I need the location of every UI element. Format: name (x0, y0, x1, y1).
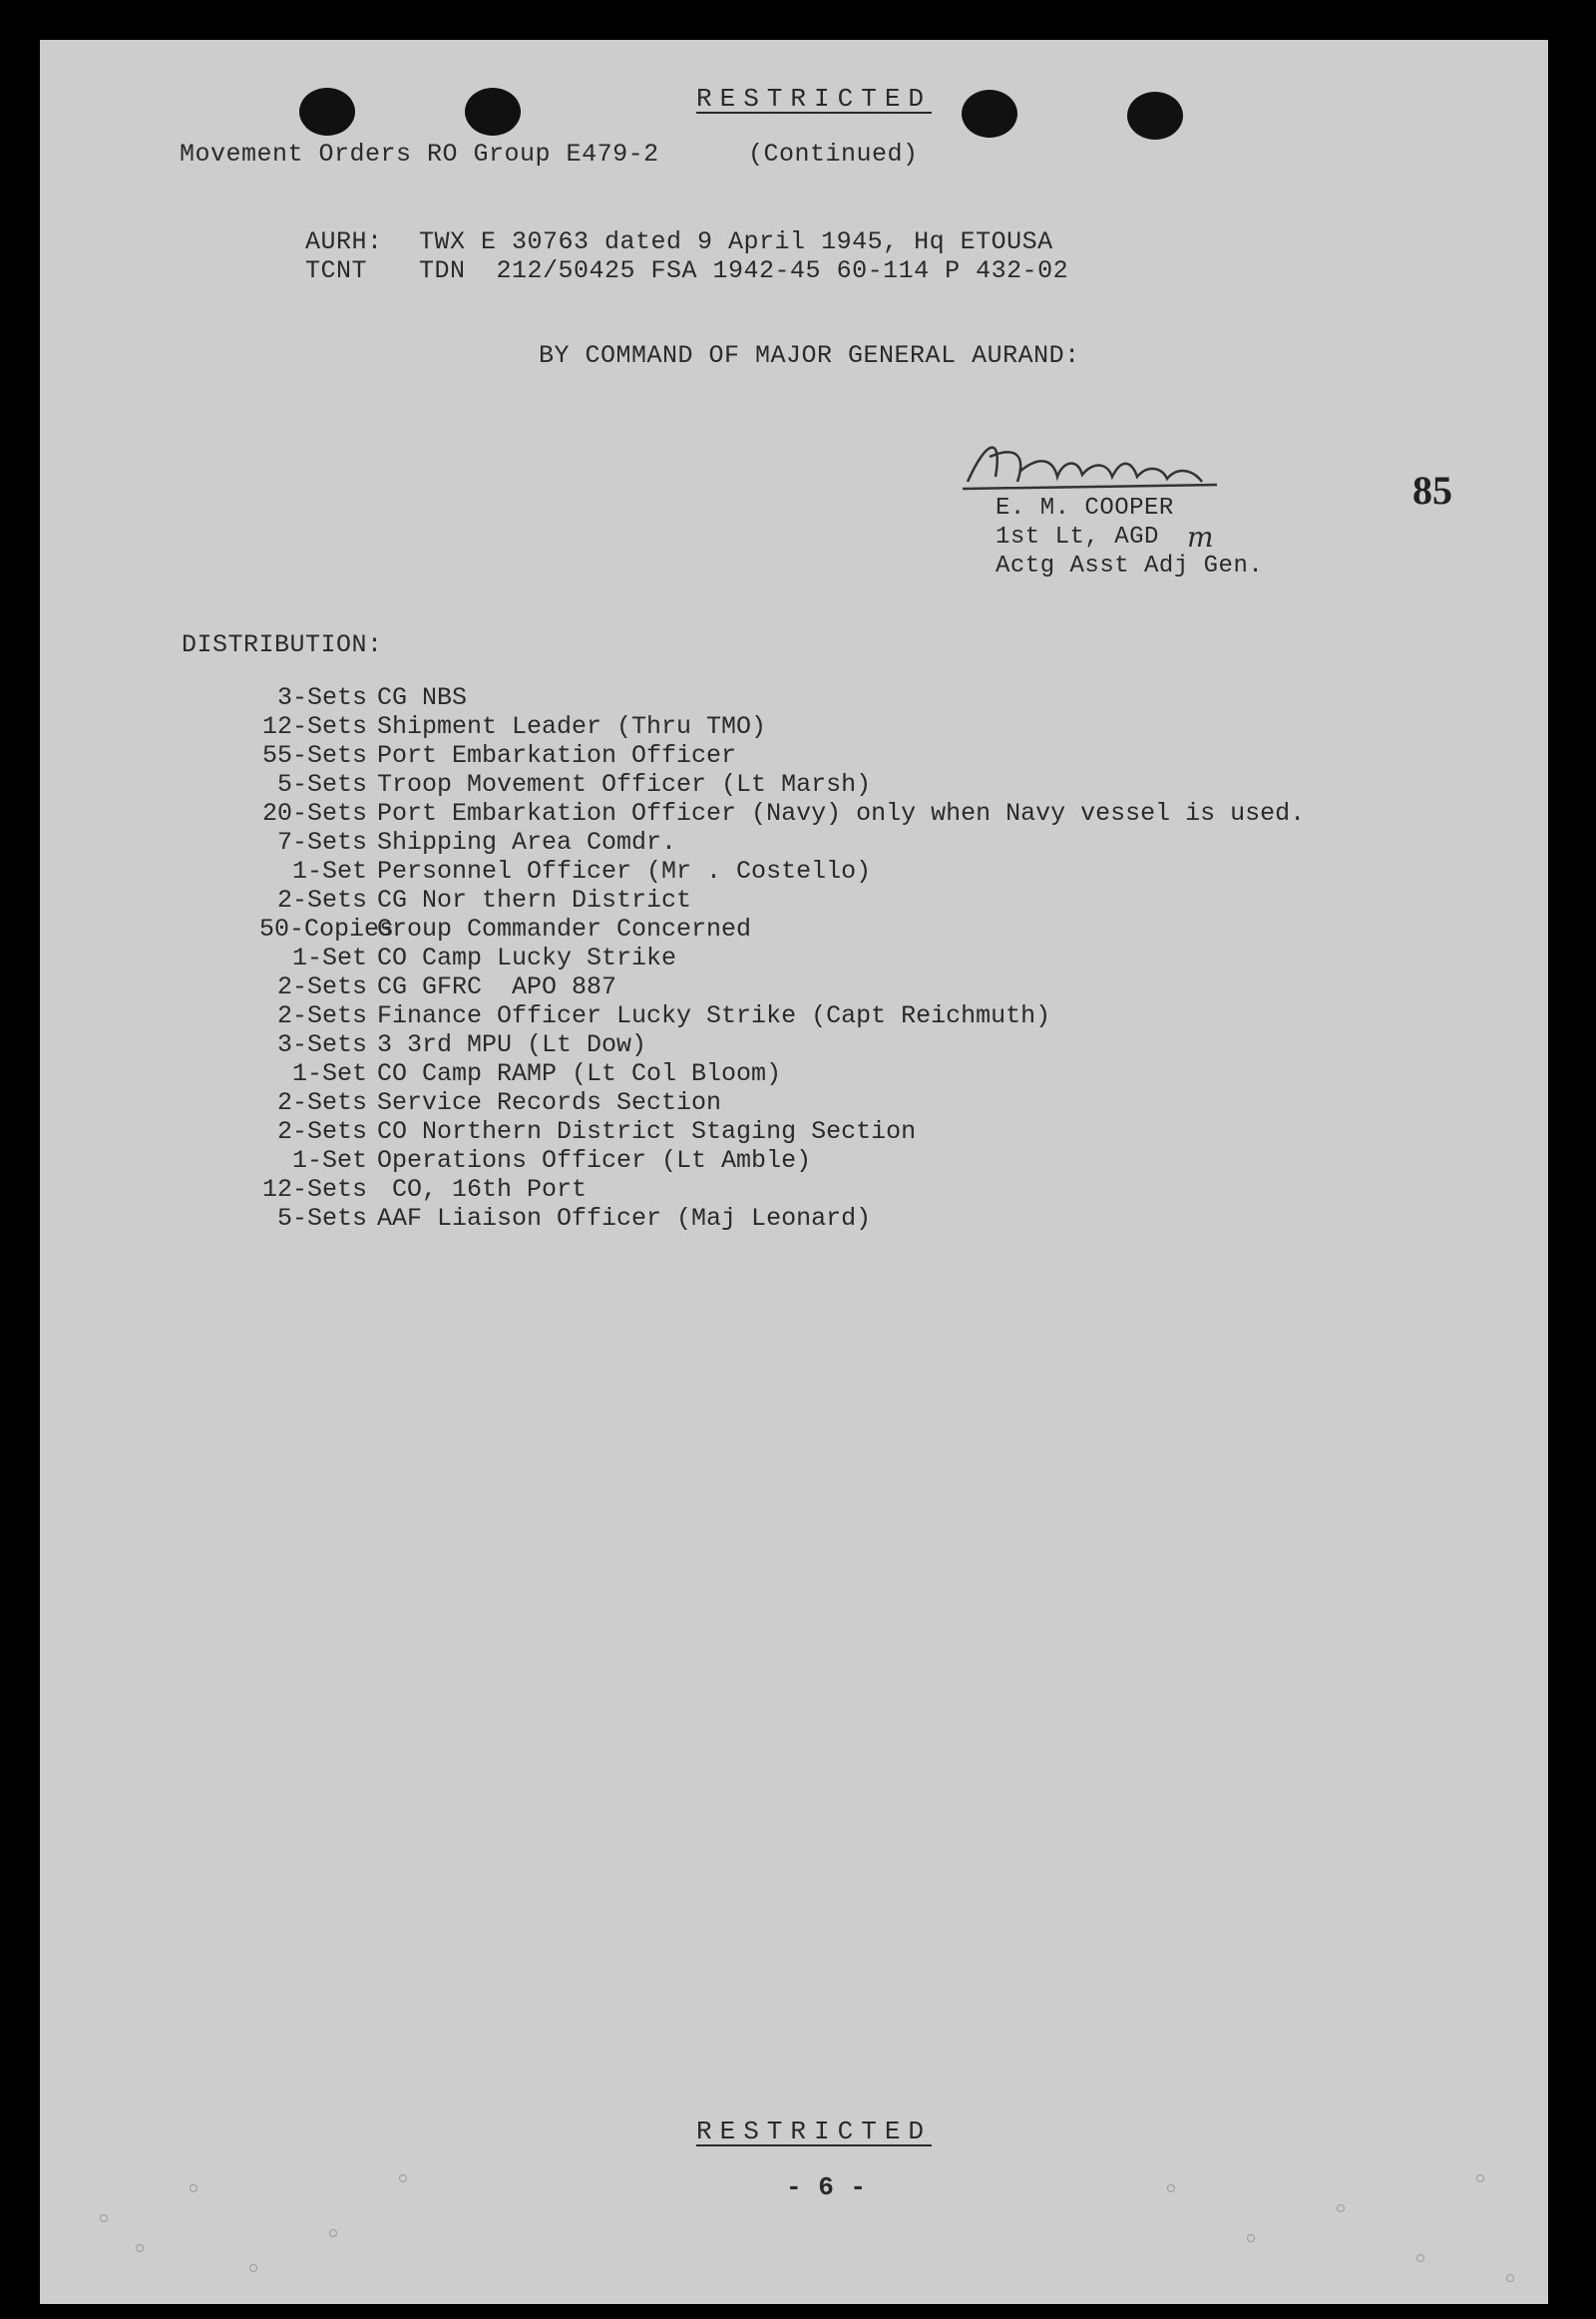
item-description: Group Commander Concerned (377, 915, 752, 944)
list-item (259, 1059, 1305, 1088)
page-footer-number: - 6 - (786, 2172, 867, 2202)
item-quantity: 5-Sets (276, 1204, 367, 1233)
item-description: Port Embarkation Officer (377, 741, 737, 770)
list-item (259, 1117, 1305, 1146)
list-item (259, 683, 1305, 712)
item-description: Shipping Area Comdr. (377, 828, 677, 857)
document-page (40, 40, 1548, 2304)
item-description: 3 3rd MPU (Lt Dow) (377, 1030, 647, 1059)
item-description: Shipment Leader (Thru TMO) (377, 712, 767, 741)
top-classification: RESTRICTED (696, 84, 933, 114)
list-item (259, 1088, 1305, 1117)
paper-speck (249, 2264, 257, 2272)
item-description: CG GFRC APO 887 (377, 972, 617, 1001)
item-description: CO Northern District Staging Section (377, 1117, 917, 1146)
item-description: Port Embarkation Officer (Navy) only when Navy vessel is used. (377, 799, 1306, 828)
aurh-value: TWX E 30763 dated 9 April 1945, Hq ETOUSA (419, 227, 1053, 256)
list-item (259, 770, 1305, 799)
item-description: Operations Officer (Lt Amble) (377, 1146, 812, 1175)
item-quantity: 1-Set (291, 944, 367, 972)
paper-speck (1167, 2184, 1175, 2192)
item-quantity: 3-Sets (276, 683, 367, 712)
tcnt-label: TCNT (305, 256, 368, 285)
paper-speck (1337, 2204, 1345, 2212)
paper-speck (100, 2214, 108, 2222)
paper-speck (1247, 2234, 1255, 2242)
aurh-label: AURH: (305, 227, 383, 256)
item-quantity: 1-Set (291, 1059, 367, 1088)
item-quantity: 2-Sets (276, 886, 367, 915)
item-quantity: 55-Sets (261, 741, 367, 770)
item-quantity: 1-Set (291, 1146, 367, 1175)
item-description: Personnel Officer (Mr . Costello) (377, 857, 872, 886)
document-title: Movement Orders RO Group E479-2 (180, 140, 659, 169)
list-item (259, 1204, 1305, 1233)
item-description: Troop Movement Officer (Lt Marsh) (377, 770, 872, 799)
list-item (259, 1146, 1305, 1175)
distribution-heading: DISTRIBUTION: (182, 630, 383, 659)
page-number-stamp: 85 (1412, 468, 1452, 513)
paper-speck (1476, 2174, 1484, 2182)
paper-speck (190, 2184, 198, 2192)
item-quantity: 1-Set (291, 857, 367, 886)
item-quantity: 2-Sets (276, 1088, 367, 1117)
list-item (259, 1001, 1305, 1030)
continued-label: (Continued) (748, 140, 919, 169)
punch-hole (962, 90, 1017, 138)
punch-hole (465, 88, 521, 136)
list-item (259, 944, 1305, 972)
item-description: AAF Liaison Officer (Maj Leonard) (377, 1204, 872, 1233)
item-quantity: 50-Copies (259, 915, 395, 944)
signer-title: Actg Asst Adj Gen. (996, 553, 1264, 580)
list-item (259, 1175, 1305, 1204)
item-description: CO Camp RAMP (Lt Col Bloom) (377, 1059, 782, 1088)
item-description: CG Nor thern District (377, 886, 692, 915)
paper-speck (1416, 2254, 1424, 2262)
item-description: Service Records Section (377, 1088, 722, 1117)
handwritten-initial: m (1187, 521, 1215, 554)
item-quantity: 12-Sets (261, 1175, 367, 1204)
item-description: Finance Officer Lucky Strike (Capt Reichmuth) (377, 1001, 1051, 1030)
punch-hole (299, 88, 355, 136)
signer-name: E. M. COOPER (996, 495, 1174, 522)
bottom-classification: RESTRICTED (696, 2117, 933, 2146)
list-item (259, 741, 1305, 770)
list-item (259, 915, 1305, 944)
list-item (259, 886, 1305, 915)
list-item (259, 857, 1305, 886)
item-quantity: 2-Sets (276, 972, 367, 1001)
item-quantity: 2-Sets (276, 1117, 367, 1146)
tcnt-value: TDN 212/50425 FSA 1942-45 60-114 P 432-02 (419, 256, 1069, 285)
item-quantity: 7-Sets (276, 828, 367, 857)
punch-hole (1127, 92, 1183, 140)
item-description: CO, 16th Port (377, 1175, 588, 1204)
item-quantity: 5-Sets (276, 770, 367, 799)
paper-speck (329, 2229, 337, 2237)
distribution-list (259, 683, 1305, 1233)
item-quantity: 12-Sets (261, 712, 367, 741)
item-description: CO Camp Lucky Strike (377, 944, 677, 972)
signer-rank: 1st Lt, AGD (996, 524, 1159, 551)
list-item (259, 712, 1305, 741)
item-quantity: 3-Sets (276, 1030, 367, 1059)
list-item (259, 972, 1305, 1001)
item-description: CG NBS (377, 683, 468, 712)
command-line: BY COMMAND OF MAJOR GENERAL AURAND: (539, 341, 1080, 370)
item-quantity: 2-Sets (276, 1001, 367, 1030)
item-quantity: 20-Sets (261, 799, 367, 828)
list-item (259, 799, 1305, 828)
paper-speck (136, 2244, 144, 2252)
list-item (259, 1030, 1305, 1059)
paper-speck (1506, 2274, 1514, 2282)
paper-speck (399, 2174, 407, 2182)
list-item (259, 828, 1305, 857)
